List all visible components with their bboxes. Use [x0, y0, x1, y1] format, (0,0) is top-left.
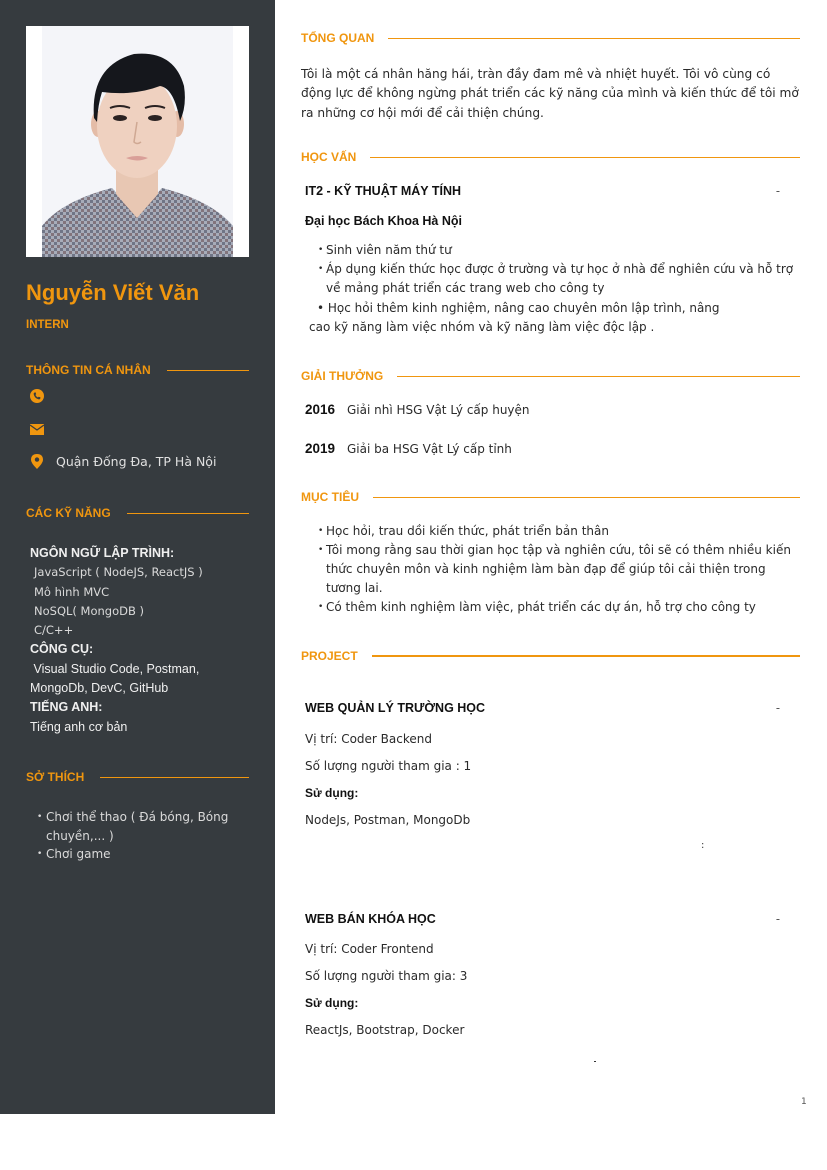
- education-school: Đại học Bách Khoa Hà Nội: [305, 214, 462, 228]
- project-uses: ReactJs, Bootstrap, Docker: [305, 1023, 465, 1037]
- skills-heading: [26, 506, 249, 520]
- award-year: 2016: [305, 402, 336, 417]
- award-text: Giải ba HSG Vật Lý cấp tỉnh: [347, 442, 512, 456]
- project-date-dash: -: [775, 701, 780, 715]
- english-heading: TIẾNG ANH:: [30, 700, 103, 715]
- personal-info-heading: [26, 363, 249, 377]
- hobbies-heading-label: SỞ THÍCH: [26, 770, 85, 784]
- education-bullets: [318, 241, 798, 298]
- project-members: Số lượng người tham gia : 1: [305, 759, 472, 773]
- stray-dot: [594, 1061, 596, 1062]
- tools-heading: CÔNG CỤ:: [30, 642, 94, 657]
- overview-heading-label: TỔNG QUAN: [301, 31, 375, 45]
- project-members: Số lượng người tham gia: 3: [305, 969, 468, 983]
- project-position: Vị trí: Coder Frontend: [305, 942, 434, 956]
- education-major: IT2 - KỸ THUẬT MÁY TÍNH: [305, 184, 462, 198]
- objective-item: • Tôi mong rằng sau thời gian học tập và nghiên cứu, tôi sẽ có thêm nhiều kiến thức chuyên môn và kinh nghiệm làm bàn đạp để giúp tôi cải thiện trong tương lai.: [318, 541, 798, 598]
- objectives-heading: [301, 490, 800, 504]
- english-level: Tiếng anh cơ bản: [30, 719, 128, 734]
- address-row: [30, 454, 216, 469]
- project-title-row: [305, 912, 780, 926]
- tools-line: Visual Studio Code, Postman,: [30, 661, 200, 676]
- tools-line: MongoDb, DevC, GitHub: [30, 681, 169, 696]
- projects-heading: [301, 649, 800, 663]
- divider: [372, 655, 800, 657]
- project-position: Vị trí: Coder Backend: [305, 732, 432, 746]
- objectives-list: [318, 522, 798, 617]
- hobbies-list: [38, 808, 253, 864]
- education-bullet: • Sinh viên năm thứ tư: [318, 241, 798, 260]
- email-icon: [30, 422, 44, 436]
- project-uses-label: Sử dụng:: [305, 786, 359, 800]
- programming-heading: NGÔN NGỮ LẬP TRÌNH:: [30, 546, 175, 560]
- divider: [373, 497, 800, 498]
- page-number: 1: [801, 1097, 807, 1107]
- portrait-illustration: [42, 26, 233, 257]
- divider: [370, 157, 800, 158]
- phone-icon: [30, 389, 44, 403]
- skills-block: [30, 544, 255, 737]
- objective-item: • Học hỏi, trau dồi kiến thức, phát triển bản thân: [318, 522, 798, 541]
- hobby-item: • Chơi game: [38, 845, 253, 864]
- hobby-item: • Chơi thể thao ( Đá bóng, Bóng chuyền,... ): [38, 808, 253, 845]
- portrait-image: [42, 26, 233, 257]
- profile-photo: [26, 26, 249, 257]
- skill-item: C/C++: [34, 623, 74, 638]
- project-uses-label: Sử dụng:: [305, 996, 359, 1010]
- candidate-role: INTERN: [26, 319, 69, 331]
- education-heading: [301, 150, 800, 164]
- project-title-row: [305, 701, 780, 715]
- divider: [388, 38, 800, 39]
- skill-item: JavaScript ( NodeJS, ReactJS ): [34, 565, 203, 580]
- objective-item: • Có thêm kinh nghiệm làm việc, phát triển các dự án, hỗ trợ cho công ty: [318, 598, 798, 617]
- project-uses: NodeJs, Postman, MongoDb: [305, 813, 471, 827]
- divider: [397, 376, 800, 377]
- awards-heading-label: GIẢI THƯỞNG: [301, 369, 384, 383]
- divider: [100, 777, 249, 778]
- overview-heading: [301, 31, 800, 45]
- skills-heading-label: CÁC KỸ NĂNG: [26, 506, 111, 520]
- project-title: WEB BÁN KHÓA HỌC: [305, 912, 436, 926]
- address-value: Quận Đống Đa, TP Hà Nội: [56, 454, 217, 469]
- projects-heading-label: PROJECT: [301, 649, 358, 663]
- skill-item: NoSQL( MongoDB ): [34, 603, 145, 618]
- awards-heading: [301, 369, 800, 383]
- stray-mark: :: [701, 840, 705, 851]
- candidate-name: Nguyễn Viết Văn: [26, 280, 200, 305]
- education-major-row: [305, 184, 780, 198]
- skill-item: Mô hình MVC: [34, 584, 110, 599]
- education-extra-line: • Học hỏi thêm kinh nghiệm, nâng cao chuyên môn lập trình, nâng: [317, 301, 720, 315]
- location-pin-icon: [30, 455, 44, 469]
- phone-row: [30, 389, 56, 403]
- hobbies-heading: [26, 770, 249, 784]
- award-year: 2019: [305, 441, 336, 456]
- divider: [167, 370, 249, 371]
- overview-text: Tôi là một cá nhân hăng hái, tràn đầy đam mê và nhiệt huyết. Tôi vô cùng có động lực để không ngừng phát triển các kỹ năng của mình và kiến thức để tôi mở ra những cơ hội mới để cải thiện chúng.: [301, 67, 799, 120]
- sidebar: [0, 0, 275, 1114]
- personal-info-heading-label: THÔNG TIN CÁ NHÂN: [26, 363, 151, 377]
- education-extra-line: cao kỹ năng làm việc nhóm và kỹ năng làm việc độc lập .: [309, 320, 655, 334]
- objectives-heading-label: MỤC TIÊU: [301, 490, 359, 504]
- email-row: [30, 422, 56, 436]
- award-item: [305, 402, 530, 417]
- award-text: Giải nhì HSG Vật Lý cấp huyện: [347, 403, 530, 417]
- project-date-dash: -: [775, 912, 780, 926]
- project-title: WEB QUẢN LÝ TRƯỜNG HỌC: [305, 701, 486, 715]
- award-item: [305, 441, 512, 456]
- divider: [127, 513, 249, 514]
- education-bullet: • Áp dụng kiến thức học được ở trường và tự học ở nhà để nghiên cứu và hỗ trợ về mảng phát triển các trang web cho công ty: [318, 260, 798, 298]
- education-heading-label: HỌC VẤN: [301, 150, 357, 164]
- education-date-dash: -: [775, 184, 780, 198]
